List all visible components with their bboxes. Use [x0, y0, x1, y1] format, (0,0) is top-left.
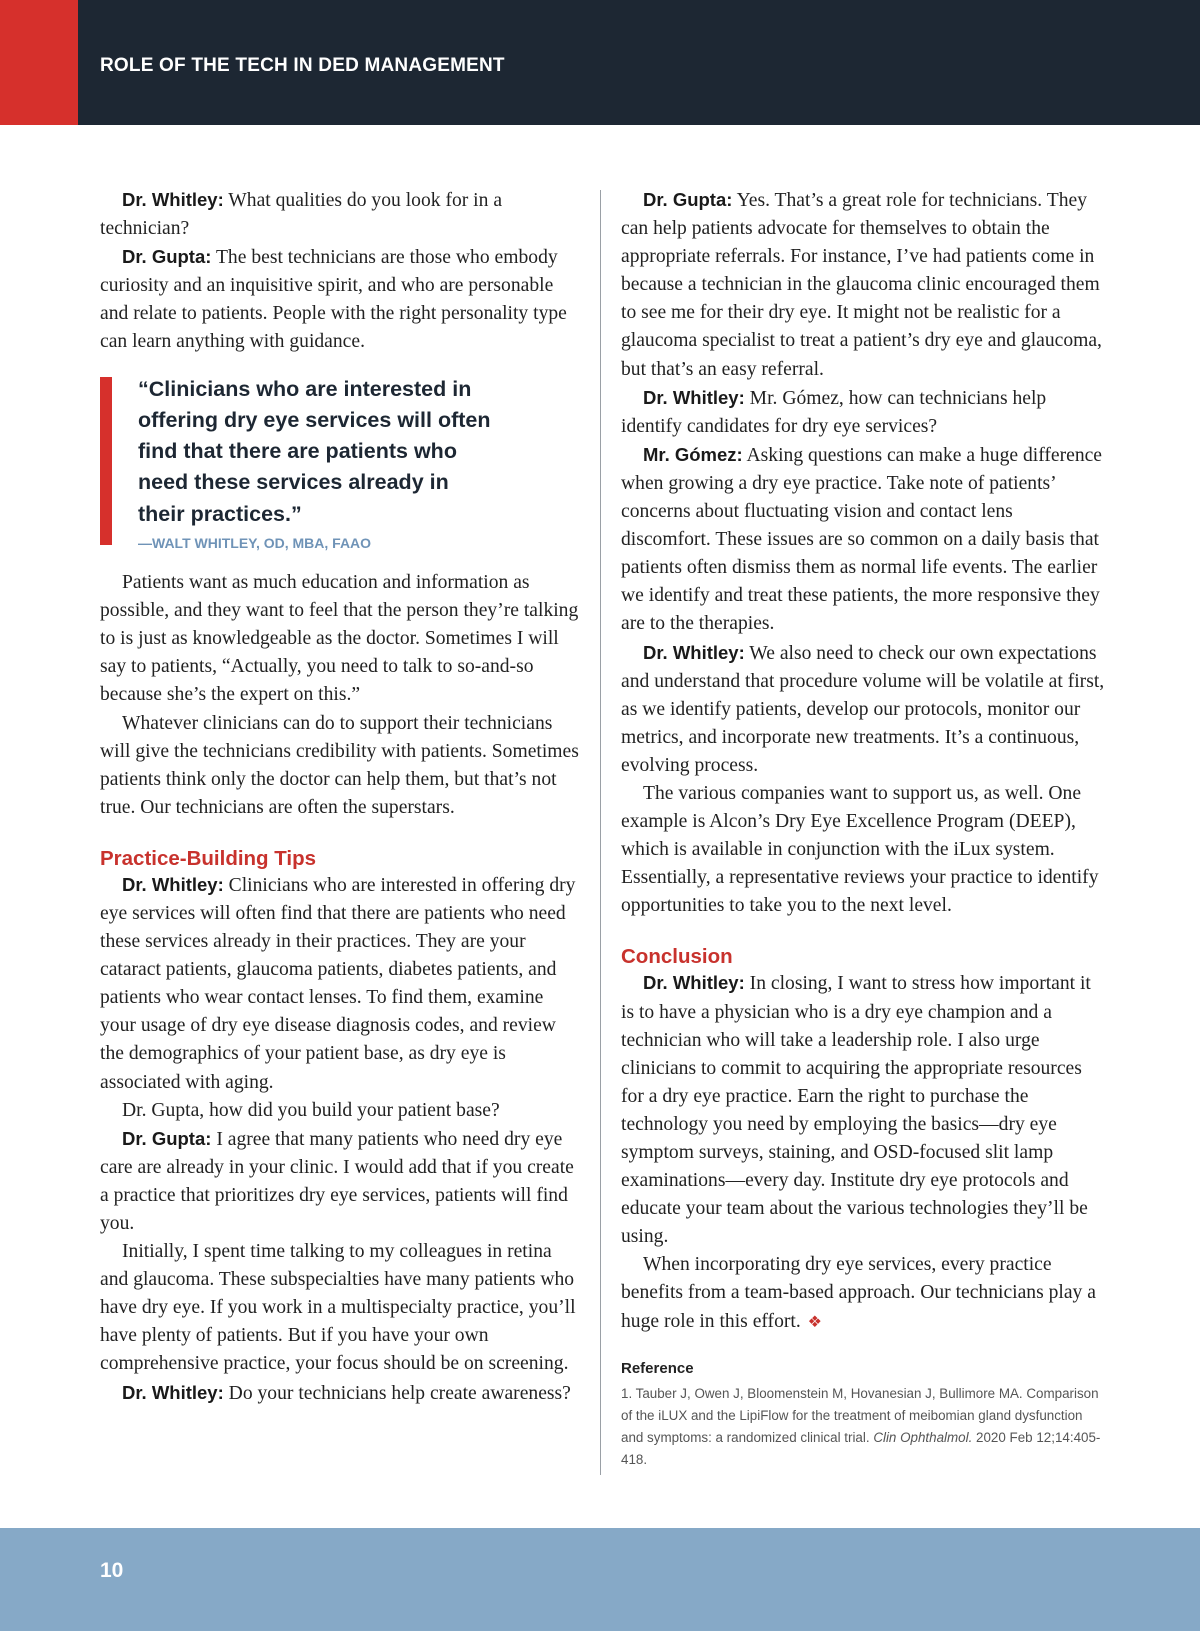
paragraph-text: Do your technicians help create awareness?	[223, 1382, 571, 1404]
paragraph-text: Asking questions can make a huge difference when growing a dry eye practice. Take note of patients’ concerns about fluctuating vision and contact lens discomfort. These issues are so common on a daily basis that patients often dismiss them as normal life events. The earlier we identify and treat these patients, the more responsive they are to the therapies.	[621, 444, 1103, 635]
paragraph: Dr. Gupta, how did you build your patient base?	[122, 1099, 500, 1121]
end-of-article-icon: ❖	[807, 1313, 822, 1331]
column-divider	[600, 190, 601, 1475]
paragraph-text: The best technicians are those who embody curiosity and an inquisitive spirit, and who are personable and relate to patients. People with the right personality type can learn anything with guidance.	[100, 247, 567, 353]
paragraph	[621, 1251, 1106, 1336]
speaker-name: Dr. Gupta:	[643, 189, 733, 210]
paragraph-text: When incorporating dry eye services, every practice benefits from a team-based approach. Our technicians play a huge role in this effort.	[621, 1254, 1096, 1332]
section-heading: Practice-Building Tips	[100, 846, 317, 870]
paragraph	[621, 441, 1106, 639]
speaker-name: Dr. Whitley:	[122, 1381, 224, 1403]
paragraph	[621, 969, 1106, 1251]
speaker-name: Dr. Whitley:	[643, 972, 745, 994]
paragraph-text: Clinicians who are interested in offering dry eye services will often find that there are patients who need these services already in their practices. They are your cataract patients, glaucoma patients, diabetes patients, and patients who wear contact lenses. To find them, examine your usage of dry eye disease diagnosis codes, and review the demographics of your patient base, as dry eye is associated with aging.	[100, 874, 576, 1093]
paragraph-text: In closing, I want to stress how important it is to have a physician who is a dry eye champion and a technician who will take a leadership role. I also urge clinicians to commit to acquiring the appropriate resources for a dry eye practice. Earn the right to purchase the technology you need by employing the basics—dry eye symptom surveys, staining, and OSD-focused slit lamp examinations—every day. Institute dry eye protocols and educate your team about the various technologies they’ll be using.	[621, 973, 1091, 1248]
paragraph-text: Mr. Gómez, how can technicians help identify candidates for dry eye services?	[621, 387, 1047, 437]
reference-heading: Reference	[621, 1359, 694, 1377]
pull-quote	[100, 374, 580, 551]
pull-quote-bar	[100, 377, 112, 545]
paragraph: Patients want as much education and information as possible, and they want to feel that the person they’re talking to is just as knowledgeable as the doctor. Sometimes I will say to patients, “Actually, you need to talk to so-and-so because she’s the expert on this.”	[100, 572, 579, 706]
paragraph	[100, 1125, 580, 1238]
paragraph	[621, 639, 1106, 780]
paragraph	[100, 243, 580, 356]
section-heading: Conclusion	[621, 945, 733, 969]
section-title: ROLE OF THE TECH IN DED MANAGEMENT	[100, 55, 505, 76]
speaker-name: Dr. Whitley:	[122, 873, 224, 895]
paragraph	[621, 384, 1106, 441]
paragraph-text: I agree that many patients who need dry eye care are already in your clinic. I would add that if you create a practice that prioritizes dry eye services, patients will find you.	[100, 1128, 574, 1235]
speaker-name: Mr. Gómez:	[643, 443, 743, 465]
reference-entry	[621, 1383, 1106, 1471]
reference-citation: 2020 Feb 12;14:405-418.	[621, 1429, 1101, 1467]
speaker-name: Dr. Gupta:	[122, 246, 212, 268]
speaker-name: Dr. Gupta:	[122, 1127, 212, 1149]
page-header	[0, 0, 1200, 125]
paragraph	[100, 1379, 580, 1408]
page-footer	[0, 1528, 1200, 1631]
paragraph-text: Yes. That’s a great role for technicians. They can help patients advocate for themselves to obtain the appropriate referrals. For instance, I’ve had patients come in because a technician in the glaucoma clinic encouraged them to see me for their dry eye. It might not be realistic for a glaucoma specialist to treat a patient’s dry eye and glaucoma, but that’s an easy referral.	[621, 190, 1102, 380]
paragraph-text: What qualities do you look for in a technician?	[100, 190, 503, 240]
header-accent-bar	[0, 0, 78, 125]
speaker-name: Dr. Whitley:	[643, 641, 745, 663]
reference-journal: Clin Ophthalmol.	[873, 1429, 973, 1445]
left-column	[100, 186, 580, 1408]
paragraph	[100, 871, 580, 1097]
paragraph: The various companies want to support us, as well. One example is Alcon’s Dry Eye Excellence Program (DEEP), which is available in conjunction with the iLux system. Essentially, a representative reviews your practice to identify opportunities to take you to the next level.	[621, 782, 1099, 917]
pull-quote-attribution: —WALT WHITLEY, OD, MBA, FAAO	[138, 535, 372, 552]
right-column	[621, 186, 1106, 1471]
page-number: 10	[100, 1559, 124, 1582]
paragraph: Initially, I spent time talking to my colleagues in retina and glaucoma. These subspecialties have many patients who have dry eye. If you work in a multispecialty practice, you’ll have plenty of patients. But if you have your own comprehensive practice, your focus should be on screening.	[100, 1241, 576, 1375]
speaker-name: Dr. Whitley:	[643, 386, 745, 408]
pull-quote-text: “Clinicians who are interested in offering dry eye services will often find that there are patients who need these services already in their practices.”	[138, 376, 491, 526]
reference-text: 1. Tauber J, Owen J, Bloomenstein M, Hovanesian J, Bullimore MA. Comparison of the iLUX and the LipiFlow for the treatment of meibomian gland dysfunction and symptoms: a randomized clinical trial.	[621, 1385, 1099, 1445]
paragraph-text: We also need to check our own expectations and understand that procedure volume will be volatile at first, as we identify patients, develop our protocols, monitor our metrics, and incorporate new treatments. It’s a continuous, evolving process.	[621, 642, 1105, 776]
paragraph: Whatever clinicians can do to support their technicians will give the technicians credibility with patients. Sometimes patients think only the doctor can help them, but that’s not true. Our technicians are often the superstars.	[100, 712, 579, 818]
speaker-name: Dr. Whitley:	[122, 189, 224, 210]
paragraph	[621, 186, 1106, 384]
paragraph	[100, 186, 580, 243]
